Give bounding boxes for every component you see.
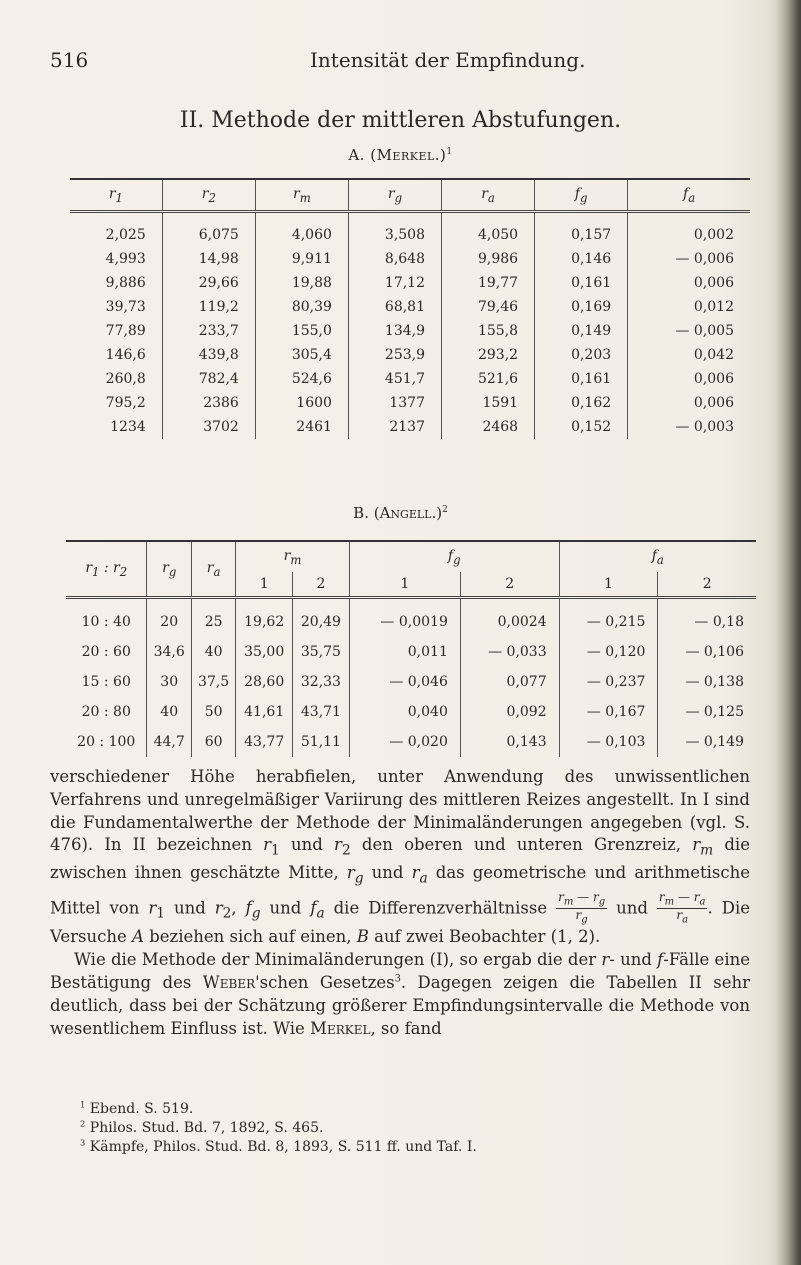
table-cell: 1377 [348, 391, 441, 415]
table-cell: 9,911 [255, 247, 348, 271]
table-cell: 521,6 [442, 367, 535, 391]
col-ratio: $r_1$ : $r_2$ [66, 541, 147, 598]
table-cell: — 0,149 [658, 727, 756, 757]
table-a-header-row [70, 179, 750, 212]
table-cell: 0,203 [535, 343, 628, 367]
table-cell: 0,042 [628, 343, 750, 367]
col-rm: $r_m$ [236, 541, 349, 572]
footnote-2: $^2$ Philos. Stud. Bd. 7, 1892, S. 465. [80, 1118, 324, 1136]
paragraph-1: verschiedener Höhe herabfielen, unter Anwendung des unwissentlichen Verfahrens und unregelmäßiger Variirung des mittleren Reizes angestellt. In I sind die Fundamentalwerthe der Methode der Minimaländerungen angegeben (vgl. S. 476). In II bezeichnen $r_1$ und $r_2$ den oberen und unteren Grenzreiz, $r_m$ die zwischen ihnen geschätzte Mitte, $r_g$ und $r_a$ das geometrische und arithmetische Mittel von $r_1$ und $r_2$, $f_g$ und $f_a$ die Differenzverhältnisse $\frac{r_m — r_g}{r_g}$ und $\frac{r_m — r_a}{r_a}$ . Die Versuche A beziehen sich auf einen, B auf zwei Beobachter (1, 2). [50, 767, 750, 947]
table-cell: — 0,033 [460, 637, 559, 667]
table-cell: 233,7 [162, 319, 255, 343]
fraction-fa: $\frac{r_m — r_a}{r_a}$ [658, 889, 706, 926]
paragraph-2: Wie die Methode der Minimaländerungen (I), so ergab die der r- und f-Fälle eine Bestätigung des Weber'schen Gesetzes$^3$. Dagegen zeigen die Tabellen II sehr deutlich, dass bei der Schätzung größerer Empfindungsintervalle die Methode von wesentlichem Einfluss ist. Wie Merkel, so fand [50, 950, 750, 1038]
table-cell: 0,012 [628, 295, 750, 319]
table-row [70, 247, 750, 271]
table-cell: 119,2 [162, 295, 255, 319]
sub-col-fa-1: 1 [559, 572, 658, 598]
table-row [66, 667, 756, 697]
table-cell: 37,5 [191, 667, 235, 697]
table-cell: 0,077 [460, 667, 559, 697]
page-header [50, 48, 730, 78]
page-number: 516 [50, 48, 89, 72]
table-cell: 0,006 [628, 271, 750, 295]
table-row [66, 598, 756, 638]
table-cell: 0,157 [535, 212, 628, 248]
table-cell: 79,46 [442, 295, 535, 319]
table-row [70, 212, 750, 248]
table-a-body [70, 212, 750, 440]
table-cell: 782,4 [162, 367, 255, 391]
table-b-caption: B. (Angell.)$^2$ [353, 504, 448, 522]
footnote-1: $^1$ Ebend. S. 519. [80, 1099, 194, 1117]
table-cell: 51,11 [293, 727, 350, 757]
col-fa: $f_a$ [559, 541, 756, 572]
table-cell: 1234 [110, 419, 146, 435]
table-cell: 4,060 [255, 212, 348, 248]
table-cell: 17,12 [348, 271, 441, 295]
table-cell: 19,88 [255, 271, 348, 295]
table-cell: — 0,006 [628, 247, 750, 271]
table-cell: 29,66 [162, 271, 255, 295]
table-cell: 9,886 [105, 275, 146, 291]
table-cell: 2468 [442, 415, 535, 439]
table-cell: — 0,18 [658, 598, 756, 638]
sub-col-fg-2: 2 [460, 572, 559, 598]
table-cell: 40 [191, 637, 235, 667]
col-rg: $r_g$ [348, 179, 441, 212]
table-cell: — 0,005 [628, 319, 750, 343]
table-b-body [66, 598, 756, 758]
table-cell: 80,39 [255, 295, 348, 319]
col-fa: $f_a$ [628, 179, 750, 212]
table-cell: 0,040 [349, 697, 460, 727]
table-cell: 253,9 [348, 343, 441, 367]
table-cell: 15 : 60 [81, 674, 131, 690]
table-cell: 524,6 [255, 367, 348, 391]
section-title: II. Methode der mittleren Abstufungen. [179, 108, 622, 133]
col-r2: $r_2$ [162, 179, 255, 212]
table-row [70, 319, 750, 343]
table-cell: 43,77 [236, 727, 293, 757]
table-cell: 0,092 [460, 697, 559, 727]
table-row [70, 271, 750, 295]
table-cell: 305,4 [255, 343, 348, 367]
table-row [66, 727, 756, 757]
table-a-caption: A. (Merkel.)$^1$ [348, 146, 453, 164]
table-cell: — 0,020 [349, 727, 460, 757]
col-fg: $f_g$ [535, 179, 628, 212]
table-cell: 20 : 100 [77, 734, 136, 750]
table-cell: 30 [147, 667, 191, 697]
table-cell: 2386 [162, 391, 255, 415]
table-cell: 14,98 [162, 247, 255, 271]
table-cell: — 0,003 [628, 415, 750, 439]
table-b-header-row [66, 541, 756, 572]
fraction-fg: $\frac{r_m — r_g}{r_g}$ [558, 889, 606, 926]
table-cell: — 0,237 [559, 667, 658, 697]
table-cell: 2,025 [105, 227, 146, 243]
col-rm: $r_m$ [255, 179, 348, 212]
col-ra: $r_a$ [191, 541, 235, 598]
table-cell: 260,8 [105, 371, 146, 387]
table-cell: 44,7 [147, 727, 191, 757]
table-cell: 20 : 80 [81, 704, 131, 720]
table-cell: 43,71 [293, 697, 350, 727]
table-row [70, 295, 750, 319]
table-cell: 6,075 [162, 212, 255, 248]
table-cell: 50 [191, 697, 235, 727]
sub-col-fg-1: 1 [349, 572, 460, 598]
table-row [70, 415, 750, 439]
table-cell: 4,050 [442, 212, 535, 248]
table-cell: 0,011 [349, 637, 460, 667]
table-cell: 60 [191, 727, 235, 757]
table-cell: 0,143 [460, 727, 559, 757]
footnote-3: $^3$ Kämpfe, Philos. Stud. Bd. 8, 1893, S. 511 ff. und Taf. I. [80, 1137, 477, 1155]
table-cell: 146,6 [105, 347, 146, 363]
table-cell: 0,161 [535, 367, 628, 391]
table-cell: 0,149 [535, 319, 628, 343]
table-cell: 795,2 [105, 395, 146, 411]
table-cell: 8,648 [348, 247, 441, 271]
body-text [50, 766, 750, 1040]
table-row [70, 367, 750, 391]
table-cell: 134,9 [348, 319, 441, 343]
table-cell: 28,60 [236, 667, 293, 697]
table-cell: 0,006 [628, 367, 750, 391]
sub-col-rm-2: 2 [293, 572, 350, 598]
table-row [70, 391, 750, 415]
table-cell: 2461 [255, 415, 348, 439]
table-cell: 41,61 [236, 697, 293, 727]
table-cell: 19,77 [442, 271, 535, 295]
table-cell: — 0,125 [658, 697, 756, 727]
table-cell: 451,7 [348, 367, 441, 391]
table-row [66, 697, 756, 727]
running-title: Intensität der Empfindung. [310, 48, 586, 72]
sub-col-fa-2: 2 [658, 572, 756, 598]
table-cell: 0,146 [535, 247, 628, 271]
table-cell: 293,2 [442, 343, 535, 367]
table-cell: 9,986 [442, 247, 535, 271]
table-cell: 35,00 [236, 637, 293, 667]
col-fg: $f_g$ [349, 541, 559, 572]
table-cell: 20,49 [293, 598, 350, 638]
table-cell: 2137 [348, 415, 441, 439]
table-cell: 1600 [255, 391, 348, 415]
table-cell: 0,0024 [460, 598, 559, 638]
table-cell: 0,169 [535, 295, 628, 319]
col-rg: $r_g$ [147, 541, 191, 598]
table-cell: 1591 [442, 391, 535, 415]
table-cell: 155,8 [442, 319, 535, 343]
page-binding-shadow [777, 0, 801, 1265]
table-cell: 0,162 [535, 391, 628, 415]
table-row [70, 343, 750, 367]
col-r1: $r_1$ [70, 179, 162, 212]
table-a [70, 178, 750, 439]
table-cell: 0,002 [628, 212, 750, 248]
sub-col-rm-1: 1 [236, 572, 293, 598]
table-cell: 3,508 [348, 212, 441, 248]
table-cell: 68,81 [348, 295, 441, 319]
table-cell: 34,6 [147, 637, 191, 667]
table-cell: 0,006 [628, 391, 750, 415]
table-b [66, 540, 756, 757]
table-cell: 10 : 40 [81, 614, 131, 630]
table-row [66, 637, 756, 667]
col-ra: $r_a$ [442, 179, 535, 212]
table-cell: 40 [147, 697, 191, 727]
table-cell: 20 [147, 598, 191, 638]
table-cell: 4,993 [105, 251, 146, 267]
table-cell: 77,89 [105, 323, 146, 339]
table-cell: — 0,103 [559, 727, 658, 757]
table-cell: — 0,138 [658, 667, 756, 697]
table-cell: — 0,106 [658, 637, 756, 667]
table-cell: — 0,0019 [349, 598, 460, 638]
table-cell: 3702 [162, 415, 255, 439]
table-cell: — 0,046 [349, 667, 460, 697]
table-cell: 32,33 [293, 667, 350, 697]
table-cell: — 0,215 [559, 598, 658, 638]
table-cell: 0,152 [535, 415, 628, 439]
table-cell: 20 : 60 [81, 644, 131, 660]
table-cell: 35,75 [293, 637, 350, 667]
table-cell: 19,62 [236, 598, 293, 638]
table-cell: 155,0 [255, 319, 348, 343]
table-cell: 39,73 [105, 299, 146, 315]
table-cell: — 0,167 [559, 697, 658, 727]
table-cell: 439,8 [162, 343, 255, 367]
table-cell: 25 [191, 598, 235, 638]
table-cell: 0,161 [535, 271, 628, 295]
footnotes [80, 1100, 740, 1157]
table-cell: — 0,120 [559, 637, 658, 667]
